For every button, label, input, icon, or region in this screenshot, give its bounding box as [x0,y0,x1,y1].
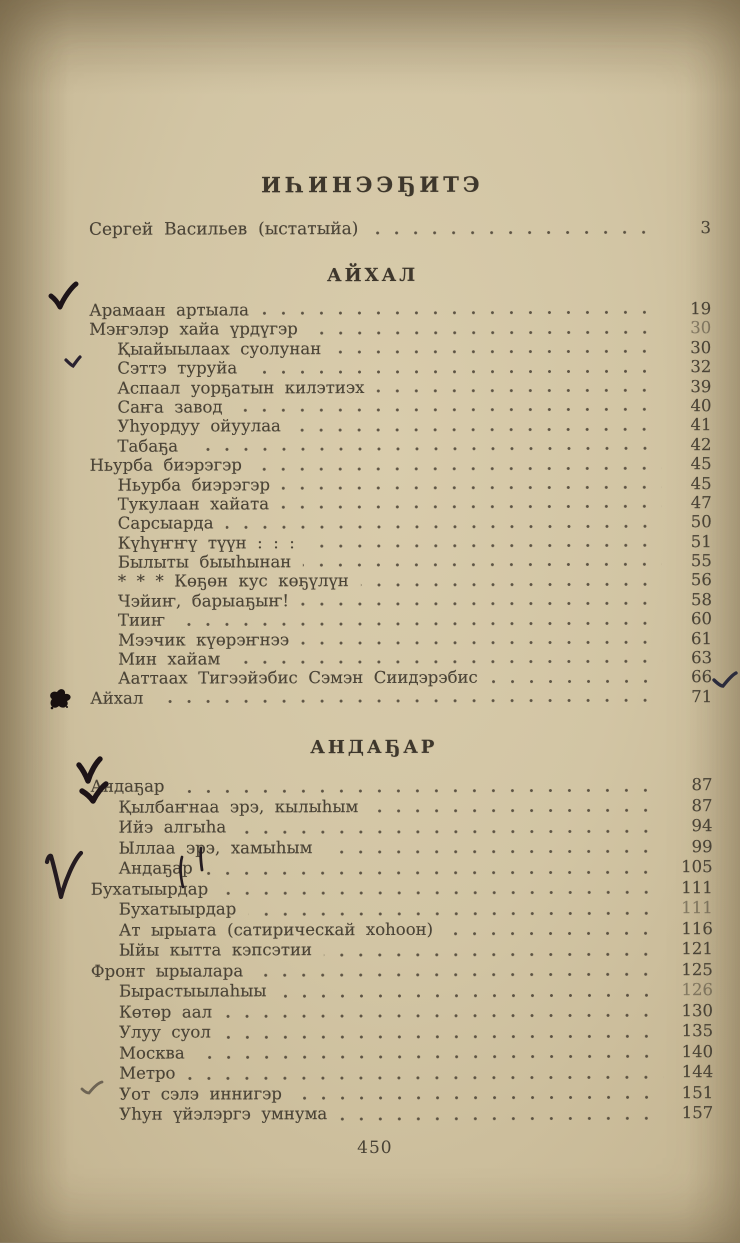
entry-title: Москва [119,1043,185,1063]
entry-title: Қыайыылаах суолунан [117,338,322,359]
toc-entry [90,435,712,456]
dot-leader [238,829,662,834]
entry-title: Ыллаа эрэ, хамыһым [118,837,313,858]
toc-entry [90,668,712,689]
entry-title: Чэйиҥ, барыаҕыҥ! [117,591,290,611]
toc-sections [89,264,713,1125]
entry-page-number: 87 [691,775,713,795]
dot-leader [324,952,663,957]
toc-entry [91,1062,713,1084]
entry-title: Сергей Васильев (ыстатыйа) [88,219,359,240]
toc-section [89,264,712,708]
dot-leader [232,660,662,665]
toc-entry [91,816,713,838]
entry-page-number: 41 [690,415,712,435]
dot-leader [249,369,661,374]
toc-entry [90,571,712,592]
dot-leader [281,505,662,510]
entry-page-number: 55 [690,551,712,571]
toc-entry [91,960,713,982]
dot-leader [301,601,662,606]
entry-page-number: 32 [690,357,712,377]
entry-page-number: 135 [681,1021,714,1041]
toc-entry [91,878,713,900]
entry-page-number: 111 [681,898,713,918]
toc-entry [90,775,712,797]
entry-page-number: 63 [691,648,713,668]
entry-page-number: 157 [681,1103,714,1123]
entry-page-number: 111 [681,877,713,897]
dot-leader [339,1116,663,1121]
entry-page-number: 40 [690,396,712,416]
entry-page-number: 105 [681,857,713,877]
entry-title: Фронт ырыалара [90,961,244,981]
entry-title: Сарсыарда [117,513,214,533]
dot-leader [223,1034,663,1039]
entry-title: Метро [119,1063,176,1083]
entry-page-number: 94 [691,816,713,836]
entry-title: Ньурба биэрэгэр [117,474,271,495]
toc-entry [91,980,713,1002]
entry-title: Мин хайам [118,649,221,669]
entry-page-number: 116 [681,918,713,938]
entry-page-number: 61 [691,628,713,648]
toc-entry [90,454,712,475]
dot-leader [235,408,662,413]
toc-entry [89,377,711,398]
page-title: ИҺИНЭЭҔИТЭ [261,171,484,198]
dot-leader [176,788,662,793]
dot-leader [278,993,662,998]
entry-page-number: 87 [691,795,713,815]
entry-page-number: 47 [690,493,712,513]
dot-leader [220,890,663,895]
entry-page-number: 144 [681,1062,714,1082]
toc-entry [90,796,712,818]
dot-leader [226,524,662,529]
toc-entry [90,648,712,669]
dot-leader [197,1054,663,1059]
entry-title: Уот сэлэ иннигэр [119,1083,282,1104]
toc-entry [89,338,711,359]
entry-page-number: 19 [690,299,712,319]
toc-entry [90,687,712,708]
toc-entry [91,1042,713,1064]
toc-entry [90,629,712,650]
entry-title: * * * Көҕөн кус көҕүлүн [117,571,349,592]
entry-title: Ньурба биэрэгэр [89,455,242,475]
entry-page-number: 51 [690,531,712,551]
entry-title: Андаҕар [90,776,165,796]
entry-page-number: 140 [681,1041,714,1061]
dot-leader [294,1095,663,1100]
entry-title: Қылбаҥнаа эрэ, кылыһым [118,796,359,817]
dot-leader [445,931,663,936]
toc-entry [90,474,712,495]
dot-leader [224,1013,663,1018]
dot-leader [490,679,662,683]
entry-page-number: 45 [690,454,712,474]
dot-leader [282,485,662,490]
entry-page-number: 66 [691,667,713,687]
entry-title: Ааттаах Тигээйэбис Сэмэн Сиидэрэбис [118,668,478,689]
dot-leader [205,870,663,875]
entry-title: Мэҥэлэр хайа үрдүгэр [89,319,298,340]
toc-entry [91,1021,713,1043]
entry-page-number: 56 [690,570,712,590]
dot-leader [255,972,663,977]
toc-entry [91,919,713,941]
entry-page-number: 39 [690,376,712,396]
toc-entry [91,1103,713,1125]
toc-entry [89,357,711,378]
entry-title: Ыйы кытта кэпсэтии [118,940,312,960]
entry-page-number: 125 [681,959,713,979]
toc-entry [91,898,713,920]
entry-title: Бухатыырдар [118,899,237,919]
section-heading: АНДАҔАР [310,737,438,759]
folio-page-number: 450 [357,1137,393,1158]
entry-page-number: 30 [690,337,712,357]
entry-page-number: 71 [691,686,713,706]
entry-page-number: 30 [690,318,712,338]
dot-leader [155,698,662,703]
entry-title: Андаҕар [118,858,193,878]
dot-leader [370,808,662,813]
entry-title: Сэттэ туруйа [117,358,238,378]
toc-entry [89,299,711,320]
toc-entry [89,396,711,417]
dot-leader [325,849,663,854]
dot-leader [248,911,663,916]
entry-title: Айхал [90,688,144,708]
entry-title: Улуу суол [119,1022,211,1042]
entry-title: Ат ырыата (сатирическай хоһоон) [118,919,434,940]
toc-entry [89,415,711,436]
dot-leader [307,543,662,548]
dot-leader [187,1075,663,1080]
entry-title: Бухатыырдар [90,879,209,899]
toc-entry [91,1001,713,1023]
dot-leader [310,330,661,335]
entry-title: Тииҥ [117,610,166,630]
toc-entry [91,837,713,859]
toc-entry [90,590,712,611]
dot-leader [190,446,661,451]
toc-entry [90,532,712,553]
entry-page-number: 58 [690,589,712,610]
entry-page-number: 126 [681,980,713,1000]
toc-section [90,736,713,1125]
entry-page-number: 60 [690,609,713,629]
entry-title: Бырастыылаһыы [118,981,267,1001]
entry-title: Мээчик күөрэҥнээ [118,629,290,650]
toc-entry [90,512,712,533]
toc-entry [90,551,712,572]
dot-leader [376,388,661,393]
entry-page-number: 121 [681,939,713,959]
dot-leader [301,640,662,645]
dot-leader [261,311,661,316]
entry-page-number: 130 [681,1000,714,1020]
toc-entry [91,1083,713,1105]
entry-page-number: 99 [691,836,713,856]
toc-entry [89,318,711,339]
entry-page-number: 3 [700,218,711,238]
dot-leader [361,582,662,587]
dot-leader [177,621,662,626]
toc-entry [90,609,712,630]
toc-entry [90,493,712,514]
dot-leader [254,466,662,471]
toc-entry [91,857,713,879]
entry-title: Табаҕа [117,436,179,456]
entry-title: Көтөр аал [118,1002,213,1022]
entry-page-number: 151 [681,1082,714,1102]
section-heading: АЙХАЛ [326,264,419,287]
dot-leader [333,349,661,354]
entry-title: Аспаал уорҕатын килэтиэх [117,377,365,398]
dot-leader [370,230,661,235]
toc-entry [91,939,713,961]
entry-title: Былыты быыһынан [117,552,292,572]
entry-title: Уһун үйэлэргэ умнума [119,1104,328,1124]
entry-title: Күһүҥҥү түүн : : : [117,532,295,553]
entry-title: Тукулаан хайата [117,494,270,514]
entry-page-number: 45 [690,473,712,493]
entry-title: Арамаан артыала [89,300,249,320]
dot-leader [293,427,662,432]
toc-entry [89,218,711,240]
entry-title: Саҥа завод [117,397,223,417]
entry-title: Ийэ алгыһа [118,817,227,837]
entry-title: Уһуордуу ойуулаа [117,416,281,437]
entry-page-number: 50 [690,512,712,532]
dot-leader [303,563,662,568]
entry-page-number: 42 [690,434,712,454]
